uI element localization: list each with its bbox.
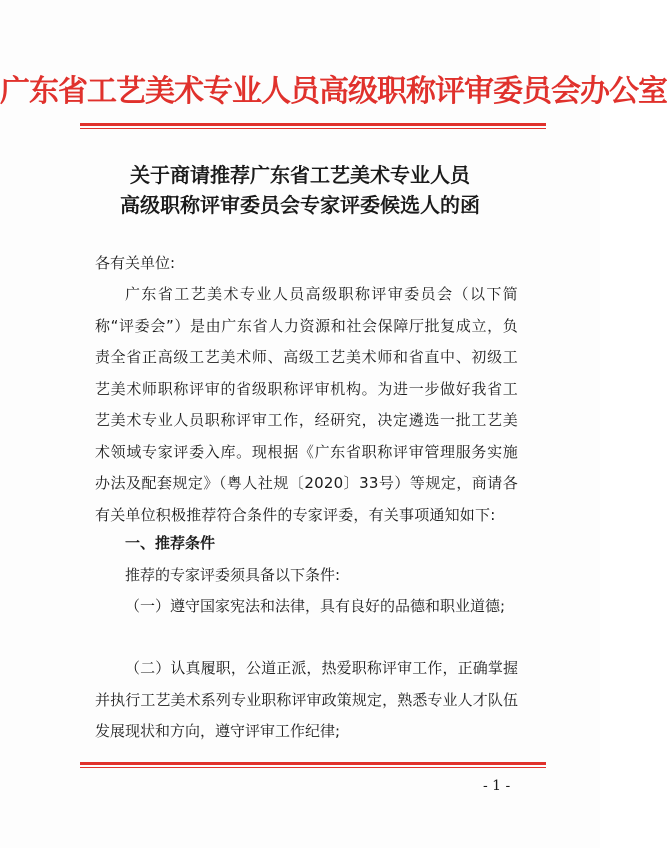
footer-divider [80, 762, 546, 765]
letterhead-title: 广东省工艺美术专业人员高级职称评审委员会办公室 [0, 74, 667, 109]
document-title-line1: 关于商请推荐广东省工艺美术专业人员 [130, 163, 470, 187]
intro-paragraph: 广东省工艺美术专业人员高级职称评审委员会（以下简称“评委会”）是由广东省人力资源和社会保障厅批复成立，负责全省正高级工艺美术师、高级工艺美术师和省直中、初级工艺美术师职称评审的省级职称评审机构。为进一步做好我省工艺美术专业人员职称评审工作，经研究，决定遴选一批工艺美术领域专家评委入库。现根据《广东省职称评审管理服务实施办法及配套规定》（粤人社规〔2020〕33号）等规定，商请各有关单位积极推荐符合条件的专家评委，有关事项通知如下: [95, 285, 518, 524]
document-title [0, 160, 600, 220]
condition-item-2: （二）认真履职，公道正派，热爱职称评审工作，正确掌握并执行工艺美术系列专业职称评审政策规定，熟悉专业人才队伍发展现状和方向，遵守评审工作纪律; [95, 659, 518, 740]
page-number: - 1 - [483, 778, 511, 794]
letterhead-divider [80, 123, 546, 126]
document-title-line2: 高级职称评审委员会专家评委候选人的函 [120, 193, 480, 217]
salutation: 各有关单位: [95, 254, 176, 272]
footer-divider-thin [80, 767, 546, 768]
section-heading: 一、推荐条件 [125, 534, 216, 552]
letterhead-divider-thin [80, 128, 546, 129]
condition-item-1: （一）遵守国家宪法和法律，具有良好的品德和职业道德; [125, 597, 506, 615]
section-intro: 推荐的专家评委须具备以下条件: [125, 566, 341, 584]
